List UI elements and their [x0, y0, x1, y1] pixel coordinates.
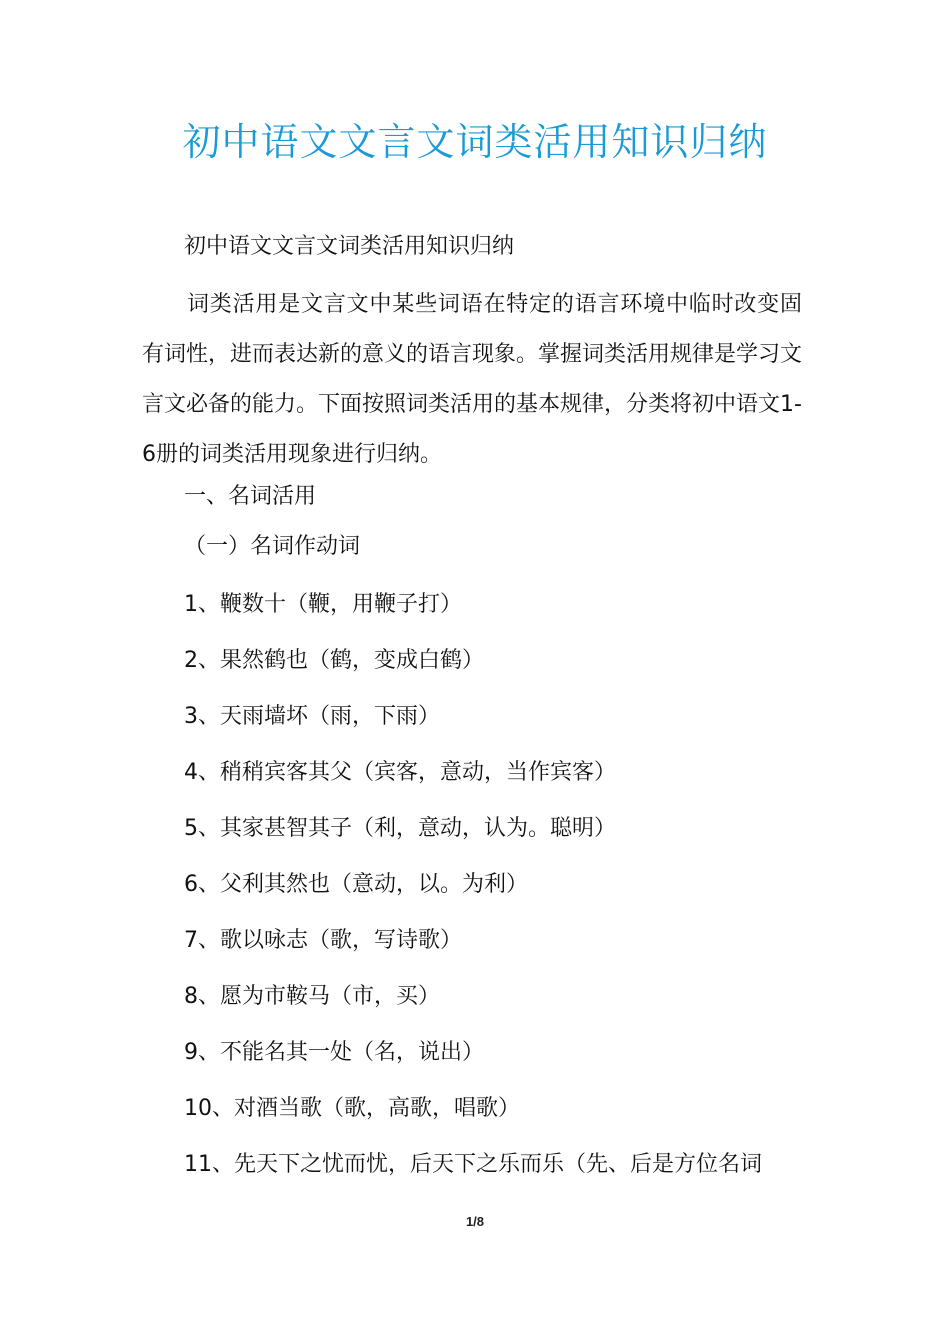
document-subtitle: 初中语文文言文词类活用知识归纳: [184, 234, 515, 259]
list-item: 5、其家甚智其子（利，意动，认为。聪明）: [184, 816, 616, 841]
list-item: 11、先天下之忧而忧，后天下之乐而乐（先、后是方位名词: [184, 1152, 762, 1177]
list-item: 7、歌以咏志（歌，写诗歌）: [184, 928, 462, 953]
page-number: 1/8: [465, 1214, 485, 1229]
list-item: 10、对酒当歌（歌，高歌，唱歌）: [184, 1096, 520, 1121]
document-title: 初中语文文言文词类活用知识归纳: [182, 120, 768, 164]
list-item: 2、果然鹤也（鹤，变成白鹤）: [184, 648, 484, 673]
subsection-heading: （一）名词作动词: [184, 534, 361, 559]
list-item: 4、稍稍宾客其父（宾客，意动，当作宾客）: [184, 760, 616, 785]
list-item: 8、愿为市鞍马（市，买）: [184, 984, 440, 1009]
list-item: 1、鞭数十（鞭，用鞭子打）: [184, 592, 462, 617]
list-item: 3、天雨墙坏（雨，下雨）: [184, 704, 440, 729]
list-item: 9、不能名其一处（名，说出）: [184, 1040, 484, 1065]
list-item: 6、父利其然也（意动，以。为利）: [184, 872, 528, 897]
intro-paragraph: 词类活用是文言文中某些词语在特定的语言环境中临时改变固有词性，进而表达新的意义的语言现象。掌握词类活用规律是学习文言文必备的能力。下面按照词类活用的基本规律，分类将初中语文1-6册的词类活用现象进行归纳。: [142, 292, 803, 467]
section-heading: 一、名词活用: [184, 484, 317, 509]
